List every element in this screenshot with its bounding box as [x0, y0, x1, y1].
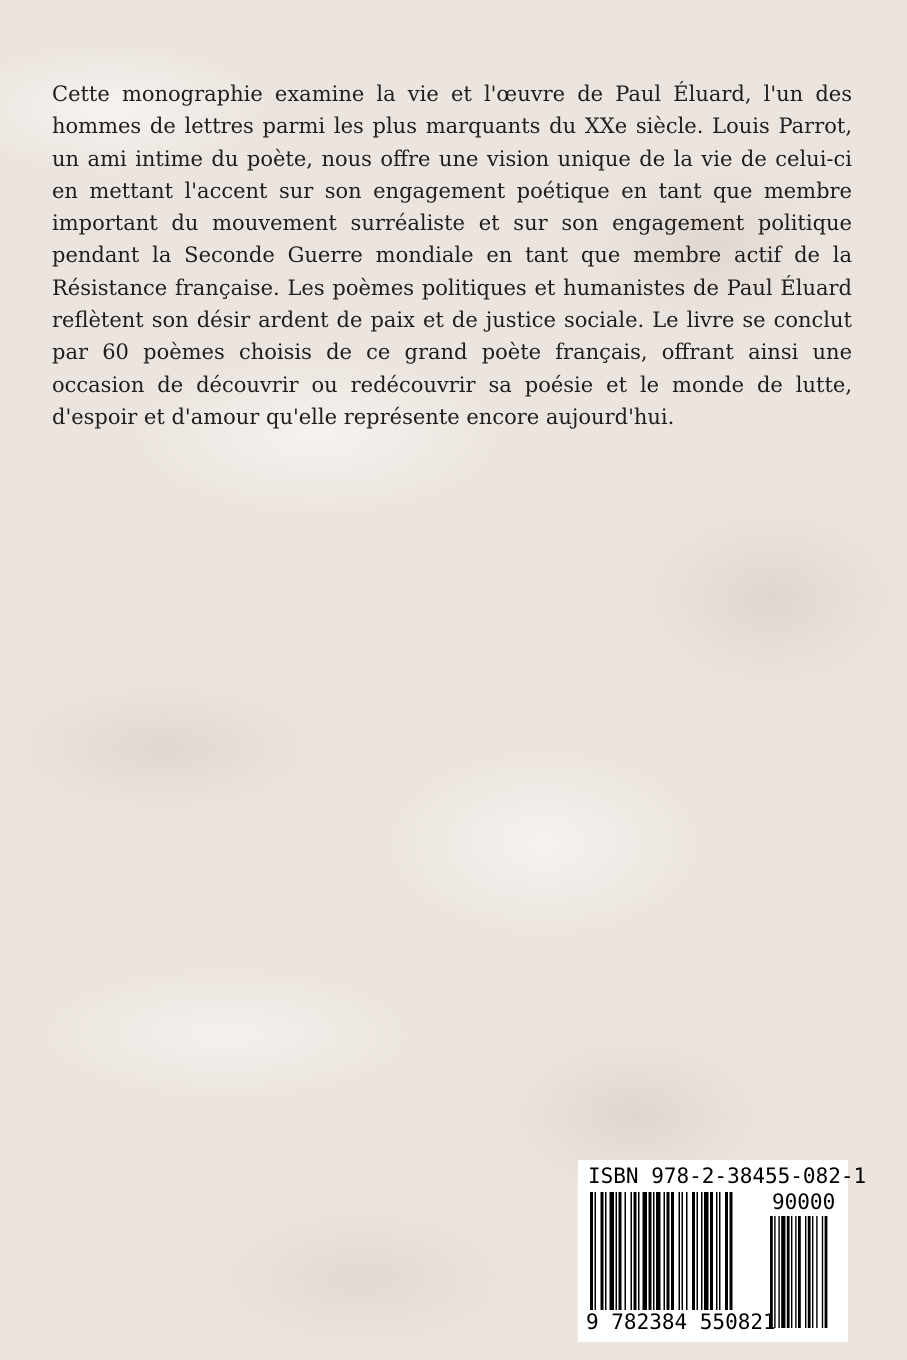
barcode-bar [716, 1192, 718, 1310]
barcode-bar [725, 1192, 728, 1310]
barcode-bar [679, 1192, 681, 1310]
barcode-bar [671, 1192, 674, 1310]
barcode-addon-bar [791, 1216, 792, 1328]
barcode-bar [697, 1192, 699, 1310]
barcode-bar [643, 1192, 648, 1310]
barcode-addon-bar [798, 1216, 801, 1328]
barcode-bar [619, 1192, 622, 1310]
barcode-bar [667, 1192, 670, 1310]
barcode-bar [686, 1192, 688, 1310]
ean-digits: 9 782384 550821 [586, 1310, 776, 1334]
barcode-addon-bar [787, 1216, 790, 1328]
barcode-addon-bar [822, 1216, 823, 1328]
barcode-addon-bar [778, 1216, 779, 1328]
barcode-bar [605, 1192, 607, 1310]
barcode-bar [638, 1192, 640, 1310]
barcode-bar [610, 1192, 615, 1310]
barcode-bar [653, 1192, 655, 1310]
barcode-bar [634, 1192, 637, 1310]
barcode-bar [692, 1192, 695, 1310]
barcode-bar [682, 1192, 684, 1310]
barcode-bar [616, 1192, 618, 1310]
barcode-addon-bar [825, 1216, 828, 1328]
barcode-bar [649, 1192, 652, 1310]
back-cover-blurb: Cette monographie examine la vie et l'œuvre de Paul Éluard, l'un des hommes de lettres parmi les plus marquants du XXe siècle. Louis Parrot, un ami intime du poète, nous offre une vision unique de la vie de celui-ci en mettant l'accent sur son engagement poétique en tant que membre important du mouvement surréaliste et sur son engagement politique pendant la Seconde Guerre mondiale en tant que membre actif de la Résistance française. Les poèmes politiques et humanistes de Paul Éluard reflètent son désir ardent de paix et de justice sociale. Le livre se conclut par 60 poèmes choisis de ce grand poète français, offrant ainsi une occasion de découvrir ou redécouvrir sa poésie et le monde de lutte, d'espoir et d'amour qu'elle représente encore aujourd'hui. [52, 82, 852, 429]
barcode-bar [625, 1192, 627, 1310]
barcode-bar [631, 1192, 633, 1310]
barcode-bar [601, 1192, 604, 1310]
barcode-addon-bar [816, 1216, 817, 1328]
barcode-addon-bar [808, 1216, 811, 1328]
isbn-label: ISBN 978-2-38455-082-1 [588, 1164, 867, 1188]
barcode-bar [704, 1192, 709, 1310]
barcode-addon-bar [812, 1216, 813, 1328]
barcode-addon-bar [805, 1216, 806, 1328]
isbn-barcode [578, 1160, 867, 1342]
barcode-bar [701, 1192, 703, 1310]
barcode-bar [656, 1192, 661, 1310]
price-code: 90000 [772, 1190, 836, 1214]
barcode-bar [595, 1192, 597, 1310]
barcode-bar [710, 1192, 713, 1310]
barcode-bar [664, 1192, 666, 1310]
barcode-bar [719, 1192, 721, 1310]
barcode-bar [730, 1192, 733, 1310]
barcode-bar [590, 1192, 593, 1310]
barcode-addon-bar [781, 1216, 785, 1328]
barcode-addon-bar [795, 1216, 796, 1328]
